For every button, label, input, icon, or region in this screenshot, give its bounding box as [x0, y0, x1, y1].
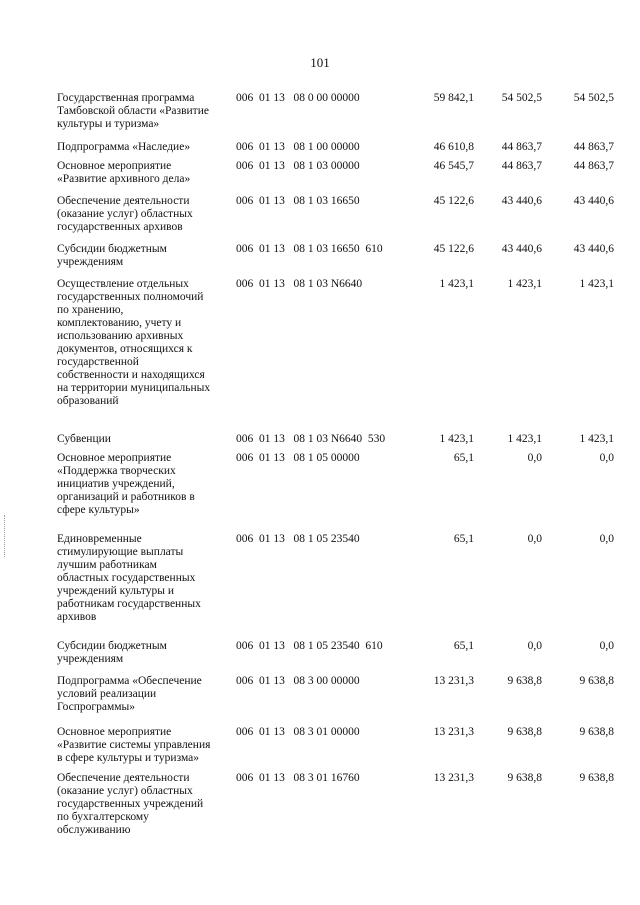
row-value-2: 9 638,8: [507, 675, 542, 687]
row-value-3: 44 863,7: [573, 160, 614, 172]
row-code: 006 01 13 08 3 01 00000: [236, 726, 360, 738]
margin-mark: [4, 515, 8, 557]
row-value-1: 1 423,1: [439, 433, 474, 445]
row-value-2: 9 638,8: [507, 772, 542, 784]
row-name: Субсидии бюджетным учреждениям: [57, 640, 167, 665]
row-code: 006 01 13 08 3 00 00000: [236, 675, 360, 687]
row-name: Субсидии бюджетным учреждениям: [57, 243, 167, 268]
row-value-1: 13 231,3: [433, 675, 474, 687]
row-value-2: 43 440,6: [501, 243, 542, 255]
row-code: 006 01 13 08 1 05 23540 610: [236, 640, 383, 652]
row-name: Подпрограмма «Наследие»: [57, 141, 191, 153]
row-value-2: 44 863,7: [501, 141, 542, 153]
row-value-3: 44 863,7: [573, 141, 614, 153]
row-value-2: 0,0: [527, 640, 542, 652]
row-value-2: 43 440,6: [501, 195, 542, 207]
row-value-1: 13 231,3: [433, 772, 474, 784]
row-name: Государственная программа Тамбовской области «Развитие культуры и туризма»: [57, 92, 209, 130]
row-code: 006 01 13 08 1 03 16650 610: [236, 243, 383, 255]
row-code: 006 01 13 08 1 03 00000: [236, 160, 360, 172]
row-name: Субвенции: [57, 433, 111, 445]
row-code: 006 01 13 08 1 03 16650: [236, 195, 360, 207]
row-code: 006 01 13 08 0 00 00000: [236, 92, 360, 104]
row-value-1: 59 842,1: [433, 92, 474, 104]
row-value-1: 45 122,6: [433, 195, 474, 207]
row-value-2: 1 423,1: [507, 278, 542, 290]
row-value-3: 43 440,6: [573, 195, 614, 207]
row-code: 006 01 13 08 1 03 N6640 530: [236, 433, 386, 445]
row-value-3: 0,0: [599, 533, 614, 545]
row-name: Подпрограмма «Обеспечение условий реализации Госпрограммы»: [57, 675, 202, 713]
row-value-1: 46 545,7: [433, 160, 474, 172]
row-code: 006 01 13 08 1 03 N6640: [236, 278, 363, 290]
row-name: Обеспечение деятельности (оказание услуг) областных государственных архивов: [57, 195, 193, 233]
row-code: 006 01 13 08 3 01 16760: [236, 772, 360, 784]
row-value-1: 65,1: [453, 533, 474, 545]
row-value-3: 43 440,6: [573, 243, 614, 255]
row-value-1: 1 423,1: [439, 278, 474, 290]
row-name: Основное мероприятие «Развитие архивного дела»: [57, 160, 191, 185]
row-value-1: 46 610,8: [433, 141, 474, 153]
row-value-3: 9 638,8: [579, 675, 614, 687]
row-value-1: 65,1: [453, 452, 474, 464]
row-value-3: 0,0: [599, 640, 614, 652]
row-name: Осуществление отдельных государственных полномочий по хранению, комплектованию, учету и использованию архивных документов, относящихся к государственной собственности и находящихся на территории муниципальных образований: [57, 278, 211, 407]
row-name: Единовременные стимулирующие выплаты лучшим работникам областных государственных учреждений культуры и работникам государственных архивов: [57, 533, 201, 623]
row-value-1: 65,1: [453, 640, 474, 652]
row-value-3: 0,0: [599, 452, 614, 464]
row-value-3: 1 423,1: [579, 278, 614, 290]
row-value-3: 9 638,8: [579, 726, 614, 738]
row-value-1: 13 231,3: [433, 726, 474, 738]
row-value-2: 0,0: [527, 452, 542, 464]
row-value-2: 1 423,1: [507, 433, 542, 445]
row-code: 006 01 13 08 1 00 00000: [236, 141, 360, 153]
row-value-3: 9 638,8: [579, 772, 614, 784]
row-value-3: 1 423,1: [579, 433, 614, 445]
row-name: Основное мероприятие «Поддержка творческих инициатив учреждений, организаций и работников в сфере культуры»: [57, 452, 195, 516]
row-value-3: 54 502,5: [573, 92, 614, 104]
row-value-2: 0,0: [527, 533, 542, 545]
page-number: 101: [310, 55, 330, 70]
row-code: 006 01 13 08 1 05 00000: [236, 452, 360, 464]
row-code: 006 01 13 08 1 05 23540: [236, 533, 360, 545]
row-value-2: 54 502,5: [501, 92, 542, 104]
row-name: Основное мероприятие «Развитие системы управления в сфере культуры и туризма»: [57, 726, 211, 764]
row-value-1: 45 122,6: [433, 243, 474, 255]
row-name: Обеспечение деятельности (оказание услуг) областных государственных учреждений по бухгалтерскому обслуживанию: [57, 772, 204, 836]
row-value-2: 44 863,7: [501, 160, 542, 172]
row-value-2: 9 638,8: [507, 726, 542, 738]
